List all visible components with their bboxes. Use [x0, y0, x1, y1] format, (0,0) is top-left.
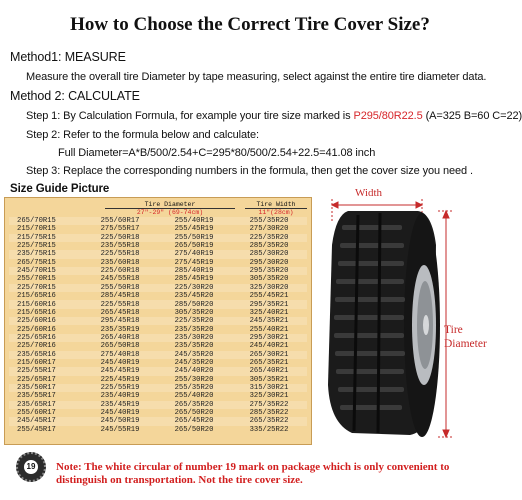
table-cell: 225/50R18 [83, 234, 157, 242]
table-row [9, 242, 307, 250]
table-cell: 245/35R20 [157, 351, 231, 359]
table-cell: 325/30R20 [231, 284, 307, 292]
table-cell: 255/60R17 [17, 408, 56, 417]
table-cell: 245/45R19 [83, 367, 157, 375]
table-cell: 275/55R17 [100, 225, 140, 234]
table-cell: 255/50R18 [83, 284, 157, 292]
table-cell: 235/65R17 [9, 401, 83, 409]
method1-text: Measure the overall tire Diameter by tape measuring, select against the entire tire diameter data. [26, 71, 487, 83]
table-cell: 225/75R15 [17, 242, 56, 251]
table-cell: 235/65R16 [9, 351, 83, 359]
method2-heading: Method 2: CALCULATE [10, 89, 140, 103]
table-cell: 245/35R21 [231, 317, 307, 325]
table-cell: 225/65R17 [17, 375, 56, 384]
table-cell: 295/35R21 [231, 300, 307, 308]
table-row [9, 376, 307, 384]
table-cell: 215/60R16 [9, 300, 83, 308]
table-cell: 305/35R20 [249, 275, 289, 284]
table-cell: 225/55R18 [83, 250, 157, 258]
page-title: How to Choose the Correct Tire Cover Size? [70, 14, 430, 35]
table-cell: 265/75R15 [17, 258, 56, 267]
table-cell: 335/25R22 [249, 425, 289, 434]
table-cell: 255/35R20 [157, 384, 231, 392]
size-guide-table [4, 197, 312, 445]
step1-suffix: (A=325 B=60 C=22) [422, 110, 522, 122]
table-row [9, 250, 307, 258]
table-cell: 225/35R20 [231, 234, 307, 242]
table-row [9, 259, 307, 267]
table-cell: 225/60R16 [17, 325, 56, 334]
formula-line: Full Diameter=A*B/500/2.54+C=295*80/500/2.54+22.5=41.08 inch [58, 147, 376, 159]
table-cell: 265/40R18 [83, 334, 157, 342]
step3-line: Step 3: Replace the corresponding numbers in the formula, then get the cover size you need . [26, 165, 473, 177]
step2-line: Step 2: Refer to the formula below and calculate: [26, 129, 259, 141]
table-cell: 245/35R20 [174, 358, 214, 367]
table-row [9, 351, 307, 359]
table-cell: 265/45R18 [100, 308, 140, 317]
header-width-range: 11"(28cm) [258, 209, 294, 216]
table-cell: 285/45R18 [100, 292, 140, 301]
table-row [9, 392, 307, 400]
table-cell: 255/45R21 [249, 292, 289, 301]
table-cell: 275/40R19 [157, 250, 231, 258]
table-cell: 265/30R21 [231, 351, 307, 359]
table-cell: 265/35R22 [231, 417, 307, 425]
table-cell: 305/35R20 [174, 308, 214, 317]
table-cell: 255/45R19 [174, 225, 214, 234]
diameter-label-line2: Diameter [444, 338, 487, 350]
diameter-label-line1: Tire [444, 324, 463, 336]
table-cell: 265/35R21 [249, 358, 289, 367]
table-cell: 285/40R19 [157, 267, 231, 275]
table-cell: 225/55R19 [83, 384, 157, 392]
table-cell: 255/40R20 [174, 392, 214, 401]
header-diameter-range: 27"-29" (69-74cm) [136, 209, 204, 216]
tire-icon [328, 211, 440, 437]
table-cell: 265/50R20 [174, 408, 214, 417]
table-cell: 245/55R19 [100, 425, 140, 434]
table-cell: 235/30R20 [157, 334, 231, 342]
table-cell: 265/35R20 [157, 401, 231, 409]
package-badge-icon [16, 452, 46, 482]
table-cell: 215/75R15 [9, 234, 83, 242]
table-cell: 285/45R19 [174, 275, 214, 284]
table-cell: 265/40R21 [231, 367, 307, 375]
table-cell: 245/55R18 [100, 275, 140, 284]
table-row [9, 292, 307, 300]
table-cell: 245/40R21 [249, 342, 289, 351]
table-row [9, 300, 307, 308]
table-row [9, 401, 307, 409]
table-cell: 265/70R15 [9, 217, 83, 225]
table-row [9, 384, 307, 392]
table-cell: 325/30R21 [249, 392, 289, 401]
table-cell: 235/45R20 [174, 292, 214, 301]
table-row [9, 234, 307, 242]
table-cell: 245/50R19 [83, 417, 157, 425]
table-cell: 265/50R20 [174, 425, 214, 434]
table-row [9, 334, 307, 342]
table-row [9, 217, 307, 225]
table-cell: 305/35R21 [249, 375, 289, 384]
table-row [9, 417, 307, 425]
table-cell: 295/45R18 [83, 317, 157, 325]
table-cell: 225/65R16 [9, 334, 83, 342]
table-cell: 235/75R15 [9, 250, 83, 258]
table-cell: 255/30R20 [174, 375, 214, 384]
table-cell: 255/50R19 [157, 234, 231, 242]
table-cell: 275/35R22 [231, 401, 307, 409]
header-width: Tire Width [245, 201, 307, 209]
table-cell: 225/30R20 [157, 284, 231, 292]
table-row [9, 284, 307, 292]
tire-diagram [318, 185, 500, 445]
table-row [9, 342, 307, 350]
table-cell: 225/70R16 [17, 342, 56, 351]
table-cell: 245/45R17 [9, 417, 83, 425]
size-table [9, 217, 307, 434]
table-row [9, 317, 307, 325]
table-cell: 215/65R16 [17, 292, 56, 301]
table-cell: 255/60R17 [83, 217, 157, 225]
table-cell: 275/45R19 [174, 258, 214, 267]
table-cell: 235/35R20 [174, 325, 214, 334]
table-cell: 235/55R17 [17, 392, 56, 401]
table-cell: 225/70R15 [9, 284, 83, 292]
table-cell: 215/70R15 [17, 225, 56, 234]
table-cell: 235/35R19 [100, 325, 140, 334]
size-guide-heading: Size Guide Picture [10, 183, 110, 195]
table-cell: 265/45R20 [157, 417, 231, 425]
table-cell: 235/35R20 [174, 342, 214, 351]
table-cell: 225/60R18 [83, 267, 157, 275]
table-row [9, 426, 307, 434]
table-row [9, 359, 307, 367]
table-cell: 295/35R20 [231, 267, 307, 275]
table-cell: 245/40R19 [100, 408, 140, 417]
table-cell: 245/40R19 [100, 358, 140, 367]
header-diameter: Tire Diameter [105, 201, 235, 209]
diameter-label [444, 323, 487, 351]
step1-line [26, 110, 522, 122]
table-cell: 215/60R17 [17, 358, 56, 367]
note-text: Note: The white circular of number 19 mark on package which is only convenient to distinguish on transportation. Not the tire cover size. [56, 461, 450, 486]
table-cell: 225/55R18 [83, 300, 157, 308]
table-cell: 265/50R18 [100, 342, 140, 351]
table-cell: 275/40R18 [83, 351, 157, 359]
table-cell: 325/40R21 [249, 308, 289, 317]
table-cell: 295/30R20 [249, 258, 289, 267]
step1-prefix: Step 1: By Calculation Formula, for example your tire size marked is [26, 110, 354, 122]
table-cell: 315/30R21 [231, 384, 307, 392]
method1-heading: Method1: MEASURE [10, 50, 126, 64]
table-cell: 235/40R19 [100, 392, 140, 401]
table-row [9, 409, 307, 417]
step1-highlight: P295/80R22.5 [353, 110, 423, 122]
table-cell: 255/70R15 [17, 275, 56, 284]
table-cell: 235/55R18 [100, 242, 140, 251]
table-cell: 255/35R20 [231, 217, 307, 225]
table-cell: 285/35R20 [249, 242, 289, 251]
table-cell: 235/50R17 [9, 384, 83, 392]
table-cell: 245/70R15 [9, 267, 83, 275]
table-cell: 255/45R17 [17, 425, 56, 434]
table-row [9, 275, 307, 283]
table-row [9, 367, 307, 375]
table-cell: 255/40R19 [157, 217, 231, 225]
table-row [9, 267, 307, 275]
table-cell: 235/45R19 [83, 401, 157, 409]
table-cell: 215/65R16 [17, 308, 56, 317]
table-cell: 225/60R16 [9, 317, 83, 325]
table-cell: 225/35R20 [157, 317, 231, 325]
badge-number: 19 [24, 460, 38, 474]
table-cell: 285/50R20 [157, 300, 231, 308]
table-cell: 255/40R21 [249, 325, 289, 334]
table-cell: 225/55R17 [9, 367, 83, 375]
table-row [9, 309, 307, 317]
table-row [9, 225, 307, 233]
table-cell: 245/40R20 [157, 367, 231, 375]
table-cell: 275/30R20 [249, 225, 289, 234]
table-cell: 285/35R22 [249, 408, 289, 417]
size-guide-header [9, 201, 307, 217]
width-label: Width [355, 187, 383, 199]
table-cell: 295/30R21 [231, 334, 307, 342]
table-row [9, 325, 307, 333]
table-cell: 235/60R18 [100, 258, 140, 267]
table-cell: 285/30R20 [231, 250, 307, 258]
table-cell: 265/50R19 [174, 242, 214, 251]
table-cell: 225/45R19 [100, 375, 140, 384]
